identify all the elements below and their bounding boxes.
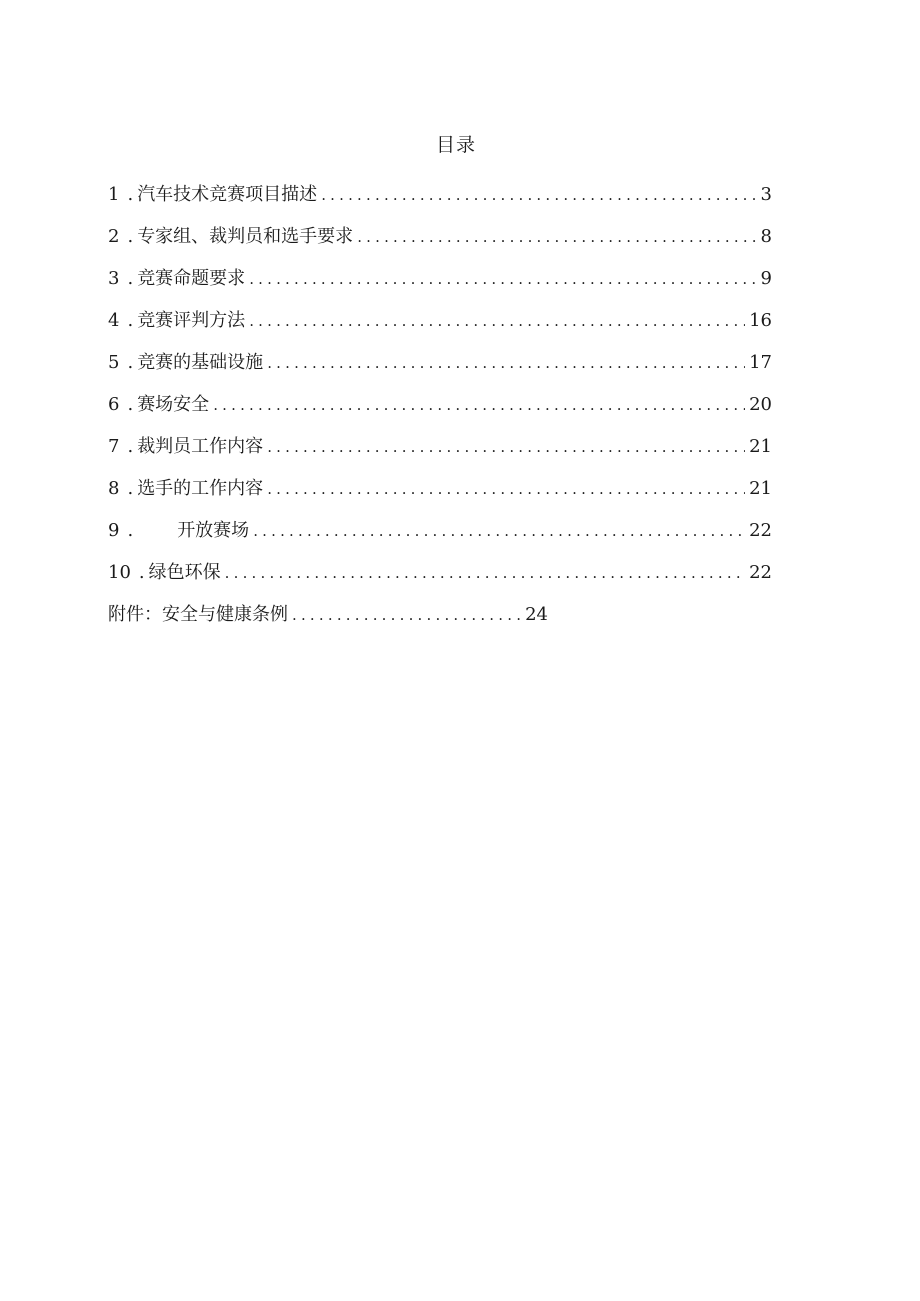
toc-entry-label: 专家组、裁判员和选手要求 bbox=[137, 226, 354, 247]
toc-entry-separator: . bbox=[127, 268, 134, 289]
toc-entry-number: 4 bbox=[108, 310, 120, 331]
toc-dot-leader bbox=[225, 552, 745, 594]
toc-entry-separator: . bbox=[127, 478, 134, 499]
toc-dot-leader bbox=[253, 510, 745, 552]
toc-entry-number: 9 bbox=[108, 520, 120, 541]
toc-dot-leader bbox=[267, 468, 745, 510]
toc-entry-label: 竞赛命题要求 bbox=[137, 268, 246, 289]
toc-entry-number: 6 bbox=[108, 394, 120, 415]
toc-entry-page: 21 bbox=[749, 436, 772, 457]
toc-list bbox=[108, 174, 772, 636]
toc-title: 目录 bbox=[435, 134, 476, 156]
toc-entry-separator: . bbox=[138, 562, 145, 583]
toc-entry-number: 10 bbox=[108, 562, 131, 583]
toc-entry-page: 20 bbox=[749, 394, 772, 415]
toc-entry-label: 开放赛场 bbox=[177, 520, 250, 541]
toc-entry-label: 选手的工作内容 bbox=[137, 478, 264, 499]
toc-entry-9[interactable] bbox=[108, 510, 772, 552]
toc-appendix-entry[interactable] bbox=[108, 594, 548, 636]
toc-entry-separator: . bbox=[127, 436, 134, 457]
toc-entry-4[interactable] bbox=[108, 300, 772, 342]
toc-appendix-label: 附件：安全与健康条例 bbox=[108, 604, 288, 625]
toc-dot-leader bbox=[249, 258, 756, 300]
toc-entry-label: 绿色环保 bbox=[148, 562, 221, 583]
toc-dot-leader bbox=[357, 216, 756, 258]
toc-entry-page: 22 bbox=[749, 562, 772, 583]
toc-entry-label: 汽车技术竞赛项目描述 bbox=[137, 184, 318, 205]
toc-entry-3[interactable] bbox=[108, 258, 772, 300]
toc-entry-10[interactable] bbox=[108, 552, 772, 594]
toc-entry-8[interactable] bbox=[108, 468, 772, 510]
toc-dot-leader bbox=[267, 342, 745, 384]
toc-entry-2[interactable] bbox=[108, 216, 772, 258]
toc-entry-label: 裁判员工作内容 bbox=[137, 436, 264, 457]
toc-entry-page: 9 bbox=[760, 268, 772, 289]
toc-entry-number: 1 bbox=[108, 184, 120, 205]
toc-entry-page: 21 bbox=[749, 478, 772, 499]
toc-entry-7[interactable] bbox=[108, 426, 772, 468]
toc-appendix-page: 24 bbox=[525, 604, 548, 625]
toc-entry-separator: . bbox=[127, 310, 134, 331]
toc-entry-separator: . bbox=[127, 352, 134, 373]
toc-dot-leader bbox=[267, 426, 745, 468]
toc-entry-page: 16 bbox=[749, 310, 772, 331]
toc-entry-page: 3 bbox=[760, 184, 772, 205]
toc-entry-page: 17 bbox=[749, 352, 772, 373]
toc-entry-1[interactable] bbox=[108, 174, 772, 216]
toc-entry-label: 赛场安全 bbox=[137, 394, 210, 415]
toc-dot-leader bbox=[321, 174, 756, 216]
toc-dot-leader bbox=[249, 300, 745, 342]
toc-entry-number: 3 bbox=[108, 268, 120, 289]
toc-entry-number: 5 bbox=[108, 352, 120, 373]
toc-entry-label: 竞赛评判方法 bbox=[137, 310, 246, 331]
toc-entry-label: 竞赛的基础设施 bbox=[137, 352, 264, 373]
toc-entry-page: 22 bbox=[749, 520, 772, 541]
toc-entry-number: 8 bbox=[108, 478, 120, 499]
toc-entry-5[interactable] bbox=[108, 342, 772, 384]
toc-dot-leader bbox=[213, 384, 745, 426]
toc-entry-page: 8 bbox=[760, 226, 772, 247]
toc-entry-number: 7 bbox=[108, 436, 120, 457]
toc-dot-leader bbox=[292, 594, 521, 636]
toc-entry-separator: . bbox=[127, 520, 134, 541]
toc-entry-separator: . bbox=[127, 184, 134, 205]
toc-entry-separator: . bbox=[127, 394, 134, 415]
toc-entry-separator: . bbox=[127, 226, 134, 247]
toc-entry-6[interactable] bbox=[108, 384, 772, 426]
toc-entry-number: 2 bbox=[108, 226, 120, 247]
